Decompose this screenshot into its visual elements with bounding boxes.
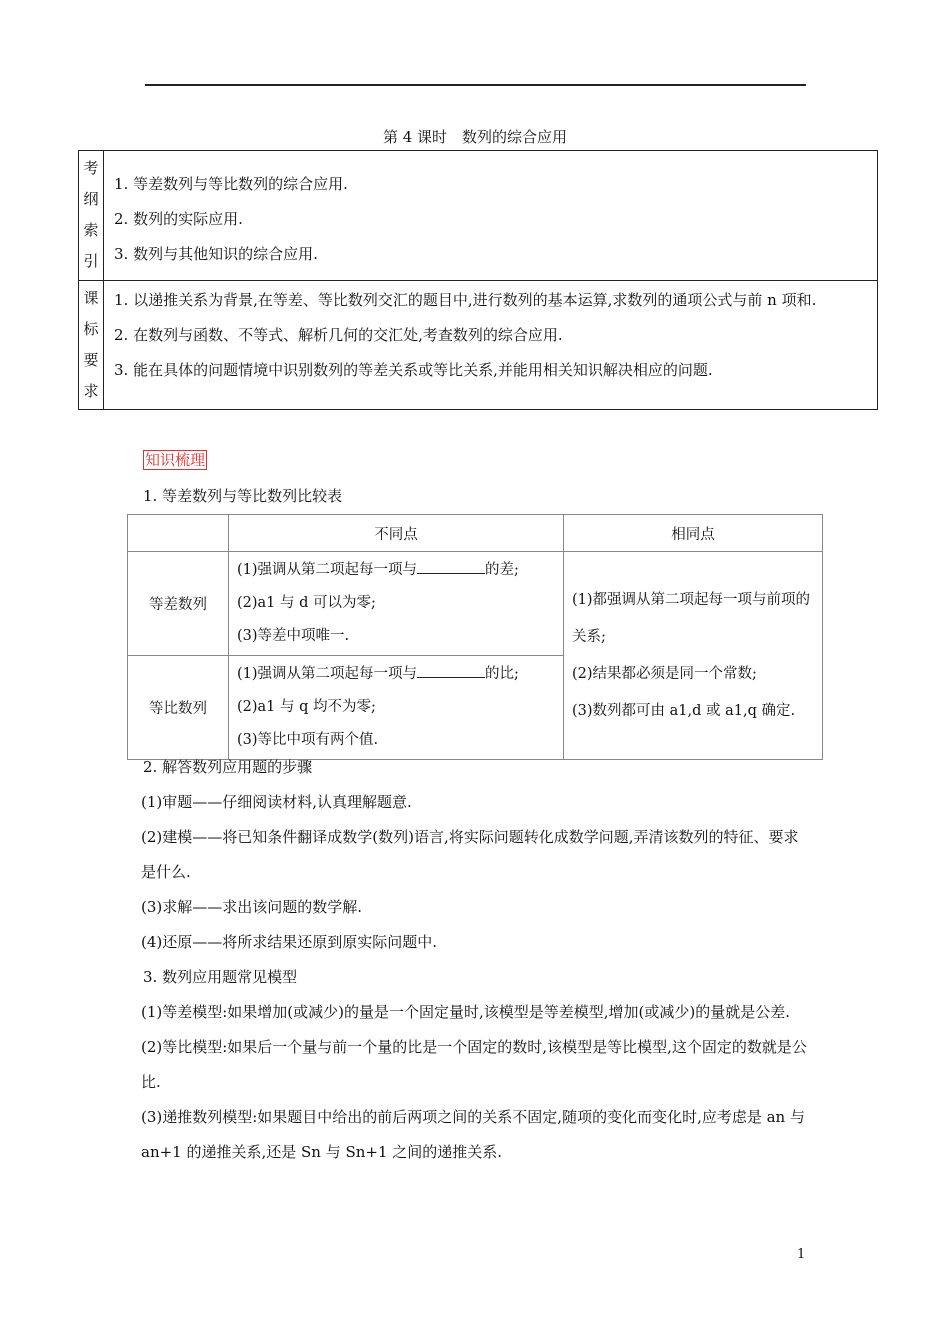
header-empty [128,515,229,552]
s2-item: (1)审题——仔细阅读材料,认真理解题意. [141,793,412,811]
row-name-arith: 等差数列 [128,552,229,656]
standards-row [79,281,878,410]
outline-table [78,150,878,410]
outline-label [79,151,104,281]
row-arith-diff [229,552,564,656]
s2-heading: 2. 解答数列应用题的步骤 [143,758,313,776]
s2-item: (4)还原——将所求结果还原到原实际问题中. [141,933,438,951]
label-char: 求 [83,382,99,400]
row-item-text: (1)强调从第二项起每一项与 [237,562,418,578]
standards-label [79,281,104,410]
row-item: (3)等比中项有两个值. [237,732,379,748]
outline-row [79,151,878,281]
header-rule [145,84,806,86]
same-item: (2)结果都必须是同一个常数; [572,665,757,682]
s2-item: (3)求解——求出该问题的数学解. [141,898,363,916]
standards-body [104,281,878,410]
row-geo-diff [229,656,564,760]
row-item: (2)a1 与 d 可以为零; [237,595,376,611]
fill-blank[interactable] [417,663,485,678]
row-item-text: (1)强调从第二项起每一项与 [237,666,418,682]
outline-item: 3. 数列与其他知识的综合应用. [114,245,318,263]
row-name-geo: 等比数列 [128,656,229,760]
label-char: 课 [83,289,99,307]
header-same: 相同点 [564,515,823,552]
standards-item: 1. 以递推关系为背景,在等差、等比数列交汇的题目中,进行数列的基本运算,求数列的通项公式与前 n 项和. [114,291,817,309]
label-char: 标 [83,320,99,338]
label-char: 考 [83,159,99,177]
outline-item: 2. 数列的实际应用. [114,210,243,228]
page-title: 第 4 课时 数列的综合应用 [382,128,568,146]
compare-table [127,514,823,760]
s1-heading: 1. 等差数列与等比数列比较表 [143,487,343,505]
label-char: 要 [83,351,99,369]
same-item: (3)数列都可由 a1,d 或 a1,q 确定. [572,702,796,719]
standards-item: 2. 在数列与函数、不等式、解析几何的交汇处,考查数列的综合应用. [114,326,563,344]
compare-header-row [128,515,823,552]
same-item: (1)都强调从第二项起每一项与前项的关系; [572,591,811,645]
page-number: 1 [797,1247,806,1262]
header-diff: 不同点 [229,515,564,552]
same-cell [564,552,823,760]
s3-item: (3)递推数列模型:如果题目中给出的前后两项之间的关系不固定,随项的变化而变化时,应考虑是 an 与 an+1 的递推关系,还是 Sn 与 Sn+1 之间的递推关系. [141,1108,805,1161]
fill-blank[interactable] [417,559,485,574]
section-label: 知识梳理 [145,451,206,469]
s2-block [143,750,813,1170]
row-item: (2)a1 与 q 均不为零; [237,699,376,715]
row-item [237,554,557,587]
s3-item: (2)等比模型:如果后一个量与前一个量的比是一个固定的数时,该模型是等比模型,这个固定的数就是公比. [141,1038,807,1091]
s3-item: (1)等差模型:如果增加(或减少)的量是一个固定量时,该模型是等差模型,增加(或减少)的量就是公差. [141,1003,791,1021]
label-char: 索 [83,221,99,239]
standards-item: 3. 能在具体的问题情境中识别数列的等差关系或等比关系,并能用相关知识解决相应的问题. [114,361,713,379]
compare-row-arith [128,552,823,656]
label-char: 纲 [83,190,99,208]
label-char: 引 [83,252,99,270]
row-item-text: 的差; [485,562,519,578]
row-item [237,658,557,691]
s2-item: (2)建模——将已知条件翻译成数学(数列)语言,将实际问题转化成数学问题,弄清该数列的特征、要求是什么. [141,828,799,881]
s3-heading: 3. 数列应用题常见模型 [143,968,298,986]
outline-body [104,151,878,281]
outline-item: 1. 等差数列与等比数列的综合应用. [114,175,348,193]
row-item: (3)等差中项唯一. [237,628,350,644]
row-item-text: 的比; [485,666,519,682]
